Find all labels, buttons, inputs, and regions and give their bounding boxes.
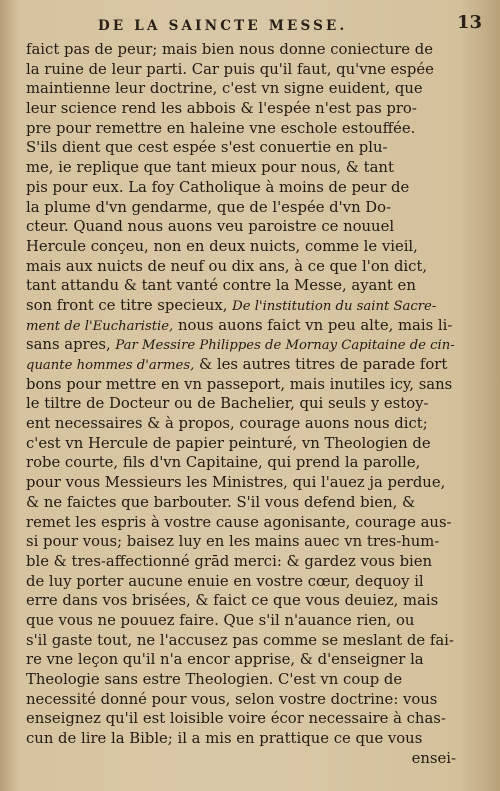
text-fragment: c'est vn Hercule de papier peinturé, vn Theologien de bbox=[26, 434, 431, 452]
text-line bbox=[26, 532, 498, 552]
text-fragment: enseignez qu'il est loisible voire écor necessaire à chas- bbox=[26, 710, 446, 728]
body-text bbox=[26, 40, 498, 768]
text-fragment: la ruine de leur parti. Car puis qu'il faut, qu'vne espée bbox=[26, 60, 434, 78]
text-fragment: mais aux nuicts de neuf ou dix ans, à ce que l'on dict, bbox=[26, 257, 428, 275]
text-fragment: ent necessaires & à propos, courage auons nous dict; bbox=[26, 415, 428, 433]
text-fragment: robe courte, fils d'vn Capitaine, qui prend la parolle, bbox=[26, 454, 421, 472]
text-line bbox=[26, 670, 498, 690]
text-fragment: sans apres, bbox=[26, 336, 116, 354]
text-line bbox=[26, 79, 498, 99]
text-line bbox=[26, 650, 498, 670]
text-line bbox=[26, 99, 498, 119]
running-title: DE LA SAINCTE MESSE. bbox=[98, 18, 348, 34]
text-fragment: & ne faictes que barbouter. S'il vous defend bien, & bbox=[26, 493, 416, 511]
text-fragment: que vous ne pouuez faire. Que s'il n'auance rien, ou bbox=[26, 611, 415, 629]
text-fragment: necessité donné pour vous, selon vostre doctrine: vous bbox=[26, 690, 438, 708]
text-line bbox=[26, 257, 498, 277]
text-fragment: Hercule conçeu, non en deux nuicts, comme le vieil, bbox=[26, 237, 418, 255]
text-line bbox=[26, 493, 498, 513]
text-fragment: erre dans vos brisées, & faict ce que vous deuiez, mais bbox=[26, 592, 439, 610]
text-fragment: maintienne leur doctrine, c'est vn signe euident, que bbox=[26, 80, 423, 98]
text-fragment: cun de lire la Bible; il a mis en prattique ce que vous bbox=[26, 730, 423, 748]
text-fragment: ble & tres-affectionné grād merci: & gardez vous bien bbox=[26, 552, 433, 570]
italic-title-fragment: quante hommes d'armes, bbox=[26, 358, 195, 373]
text-line bbox=[26, 40, 498, 60]
text-line bbox=[26, 60, 498, 80]
text-fragment: si pour vous; baisez luy en les mains auec vn tres-hum- bbox=[26, 533, 440, 551]
text-line bbox=[26, 394, 498, 414]
text-fragment: Theologie sans estre Theologien. C'est vn coup de bbox=[26, 671, 403, 688]
text-fragment: leur science rend les abbois & l'espée n'est pas pro- bbox=[26, 100, 417, 118]
text-line bbox=[26, 434, 498, 454]
text-line bbox=[26, 473, 498, 493]
text-line bbox=[26, 178, 498, 198]
text-line bbox=[26, 217, 498, 237]
text-line bbox=[26, 119, 498, 139]
text-fragment: re vne leçon qu'il n'a encor apprise, & d'enseigner la bbox=[26, 651, 424, 669]
page-number: 13 bbox=[456, 12, 482, 33]
text-line bbox=[26, 316, 498, 336]
text-line bbox=[26, 198, 498, 218]
text-fragment: la plume d'vn gendarme, que de l'espée d'vn Do- bbox=[26, 198, 392, 216]
text-line bbox=[26, 237, 498, 257]
text-fragment: pis pour eux. La foy Catholique à moins de peur de bbox=[26, 178, 410, 196]
page-header bbox=[28, 12, 486, 38]
text-fragment: pre pour remettre en haleine vne eschole estouffée. bbox=[26, 119, 416, 137]
text-line bbox=[26, 729, 498, 749]
italic-title-fragment: Par Messire Philippes de Mornay Capitaine de cin- bbox=[115, 338, 455, 354]
text-line bbox=[26, 375, 498, 395]
text-line bbox=[26, 513, 498, 533]
text-line bbox=[26, 572, 498, 592]
text-line bbox=[26, 709, 498, 729]
text-fragment: son front ce titre specieux, bbox=[26, 296, 233, 314]
text-line bbox=[26, 414, 498, 434]
text-fragment: de luy porter aucune enuie en vostre cœur, dequoy il bbox=[26, 572, 424, 590]
text-line bbox=[26, 335, 498, 355]
text-fragment: faict pas de peur; mais bien nous donne coniecture de bbox=[26, 41, 433, 58]
text-line bbox=[26, 591, 498, 611]
text-fragment: nous auons faict vn peu alte, mais li- bbox=[173, 316, 453, 334]
text-fragment: S'ils dient que cest espée s'est conuertie en plu- bbox=[26, 139, 388, 157]
text-line bbox=[26, 276, 498, 296]
italic-title-fragment: De l'institution du saint Sacre- bbox=[232, 298, 437, 314]
text-fragment: pour vous Messieurs les Ministres, qui l'auez ja perdue, bbox=[26, 474, 446, 492]
text-line bbox=[26, 631, 498, 651]
italic-title-fragment: ment de l'Eucharistie, bbox=[26, 318, 174, 334]
text-fragment: le tiltre de Docteur ou de Bachelier, qui seuls y estoy- bbox=[26, 395, 429, 413]
text-fragment: me, ie replique que tant mieux pour nous, & tant bbox=[26, 159, 394, 177]
text-line bbox=[26, 611, 498, 631]
catchword: ensei- bbox=[411, 749, 456, 767]
text-fragment: & les autres titres de parade fort bbox=[194, 356, 448, 373]
text-fragment: tant attandu & tant vanté contre la Messe, ayant en bbox=[26, 277, 416, 295]
text-line bbox=[26, 296, 498, 316]
text-line bbox=[26, 552, 498, 572]
text-fragment: bons pour mettre en vn passeport, mais inutiles icy, sans bbox=[26, 375, 453, 393]
text-line bbox=[26, 453, 498, 473]
text-line bbox=[26, 138, 498, 158]
text-line bbox=[26, 158, 498, 178]
text-fragment: remet les espris à vostre cause agonisante, courage aus- bbox=[26, 513, 452, 531]
text-fragment: cteur. Quand nous auons veu paroistre ce nouuel bbox=[26, 218, 395, 236]
text-line bbox=[26, 690, 498, 710]
text-fragment: s'il gaste tout, ne l'accusez pas comme se meslant de fai- bbox=[26, 631, 454, 649]
text-line bbox=[26, 355, 498, 375]
